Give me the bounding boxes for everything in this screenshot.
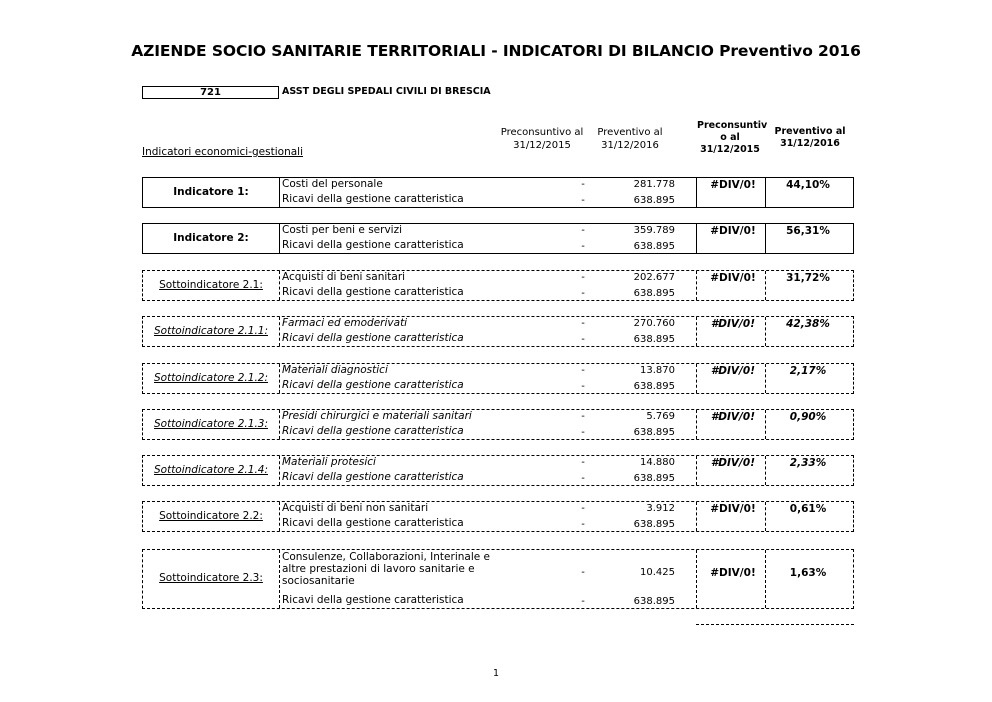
result-preconsuntivo: #DIV/0! [710,272,756,284]
indicator-block [142,177,854,208]
numerator-label: Presidi chirurgici e materiali sanitari [282,410,472,422]
indicator-block [142,455,854,486]
column-divider [279,502,280,531]
numerator-prev-value: - [581,225,585,236]
denominator-value: 638.895 [633,381,675,392]
numerator-label: Materiali protesici [282,456,376,468]
denominator-value: 638.895 [633,519,675,530]
column-divider [279,364,280,393]
indicator-block [142,270,854,301]
column-divider [765,364,766,393]
numerator-label: Materiali diagnostici [282,364,388,376]
denominator-value: 638.895 [633,427,675,438]
numerator-prev-value: - [581,457,585,468]
denominator-prev-value: - [581,596,585,607]
result-percent: 56,31% [786,225,830,237]
numerator-value: 5.769 [646,411,675,422]
indicator-label: Sottoindicatore 2.2: [159,510,263,522]
denominator-label: Ricavi della gestione caratteristica [282,193,464,205]
numerator-label: Consulenze, Collaborazioni, Interinale e altre prestazioni di lavoro sanitarie e sociosanitarie [282,551,491,587]
column-divider [696,178,697,207]
column-divider [279,550,280,608]
numerator-label: Acquisti di beni non sanitari [282,502,429,514]
result-preconsuntivo: #DIV/0! [710,225,756,237]
denominator-prev-value: - [581,334,585,345]
result-percent: 42,38% [786,318,830,330]
indicator-label: Indicatore 1: [173,186,249,198]
numerator-value: 281.778 [633,179,675,190]
denominator-label: Ricavi della gestione caratteristica [282,594,464,606]
result-percent: 31,72% [786,272,830,284]
column-divider [765,317,766,346]
page-number: 1 [492,668,500,679]
column-divider [765,456,766,485]
denominator-value: 638.895 [633,473,675,484]
denominator-value: 638.895 [633,288,675,299]
numerator-label: Acquisti di beni sanitari [282,271,406,283]
column-divider [279,317,280,346]
result-preconsuntivo: #DIV/0! [710,567,756,579]
indicator-block [142,501,854,532]
column-divider [765,502,766,531]
indicator-block [142,316,854,347]
result-preconsuntivo: #DIV/0! [710,179,756,191]
numerator-value: 10.425 [640,567,675,578]
column-divider [696,364,697,393]
header-preventivo-bold: Preventivo al 31/12/2016 [774,126,846,149]
azienda-name: ASST DEGLI SPEDALI CIVILI DI BRESCIA [282,86,491,97]
column-divider [765,271,766,300]
denominator-label: Ricavi della gestione caratteristica [282,332,464,344]
column-divider [765,410,766,439]
result-percent: 44,10% [786,179,830,191]
numerator-value: 14.880 [640,457,675,468]
column-divider [696,224,697,253]
numerator-label: Costi per beni e servizi [282,224,403,236]
denominator-prev-value: - [581,241,585,252]
indicator-block [142,223,854,254]
result-preconsuntivo: #DIV/0! [711,457,755,469]
result-percent: 2,33% [789,457,827,469]
result-preconsuntivo: #DIV/0! [711,318,755,330]
indicator-label: Sottoindicatore 2.1.4: [153,464,269,476]
numerator-prev-value: - [581,365,585,376]
result-preconsuntivo: #DIV/0! [711,411,755,423]
denominator-value: 638.895 [633,241,675,252]
column-divider [696,502,697,531]
numerator-label: Costi del personale [282,178,383,190]
column-divider [696,317,697,346]
denominator-prev-value: - [581,519,585,530]
column-divider [279,271,280,300]
denominator-label: Ricavi della gestione caratteristica [282,379,464,391]
numerator-value: 3.912 [646,503,675,514]
indicator-label: Sottoindicatore 2.1.2: [153,372,269,384]
numerator-prev-value: - [581,179,585,190]
denominator-value: 638.895 [633,596,675,607]
indicator-label: Sottoindicatore 2.1.1: [153,325,269,337]
document-title: AZIENDE SOCIO SANITARIE TERRITORIALI - INDICATORI DI BILANCIO Preventivo 2016 [131,42,861,60]
result-preconsuntivo: #DIV/0! [711,365,755,377]
section-label: Indicatori economici-gestionali [142,146,303,158]
result-percent: 0,61% [789,503,827,515]
numerator-prev-value: - [581,411,585,422]
result-percent: 1,63% [789,567,827,579]
column-divider [765,178,766,207]
column-divider [279,410,280,439]
denominator-label: Ricavi della gestione caratteristica [282,471,464,483]
column-divider [765,550,766,608]
column-divider [696,456,697,485]
header-preconsuntivo-bold: Preconsuntiv o al 31/12/2015 [697,120,768,155]
numerator-prev-value: - [581,318,585,329]
denominator-prev-value: - [581,473,585,484]
denominator-prev-value: - [581,195,585,206]
header-preconsuntivo: Preconsuntivo al 31/12/2015 [500,127,584,151]
denominator-prev-value: - [581,288,585,299]
column-divider [696,410,697,439]
numerator-value: 202.677 [633,272,675,283]
denominator-value: 638.895 [633,334,675,345]
column-divider [279,456,280,485]
denominator-value: 638.895 [633,195,675,206]
numerator-value: 359.789 [633,225,675,236]
denominator-prev-value: - [581,381,585,392]
indicator-block [142,363,854,394]
numerator-prev-value: - [581,272,585,283]
denominator-label: Ricavi della gestione caratteristica [282,425,464,437]
footer-divider [696,624,854,625]
numerator-prev-value: - [581,567,585,578]
numerator-label: Farmaci ed emoderivati [282,317,408,329]
column-divider [765,224,766,253]
denominator-prev-value: - [581,427,585,438]
numerator-prev-value: - [581,503,585,514]
indicator-label: Sottoindicatore 2.3: [159,572,263,584]
denominator-label: Ricavi della gestione caratteristica [282,517,464,529]
column-divider [279,224,280,253]
indicator-block [142,549,854,609]
azienda-code: 721 [142,86,279,99]
indicator-label: Sottoindicatore 2.1: [159,279,263,291]
result-preconsuntivo: #DIV/0! [710,503,756,515]
numerator-value: 13.870 [640,365,675,376]
numerator-value: 270.760 [633,318,675,329]
result-percent: 0,90% [789,411,827,423]
denominator-label: Ricavi della gestione caratteristica [282,286,464,298]
column-divider [279,178,280,207]
column-divider [696,271,697,300]
header-preventivo: Preventivo al 31/12/2016 [597,127,663,151]
denominator-label: Ricavi della gestione caratteristica [282,239,464,251]
column-divider [696,550,697,608]
indicator-block [142,409,854,440]
indicator-label: Sottoindicatore 2.1.3: [153,418,269,430]
result-percent: 2,17% [789,365,827,377]
indicator-label: Indicatore 2: [173,232,249,244]
